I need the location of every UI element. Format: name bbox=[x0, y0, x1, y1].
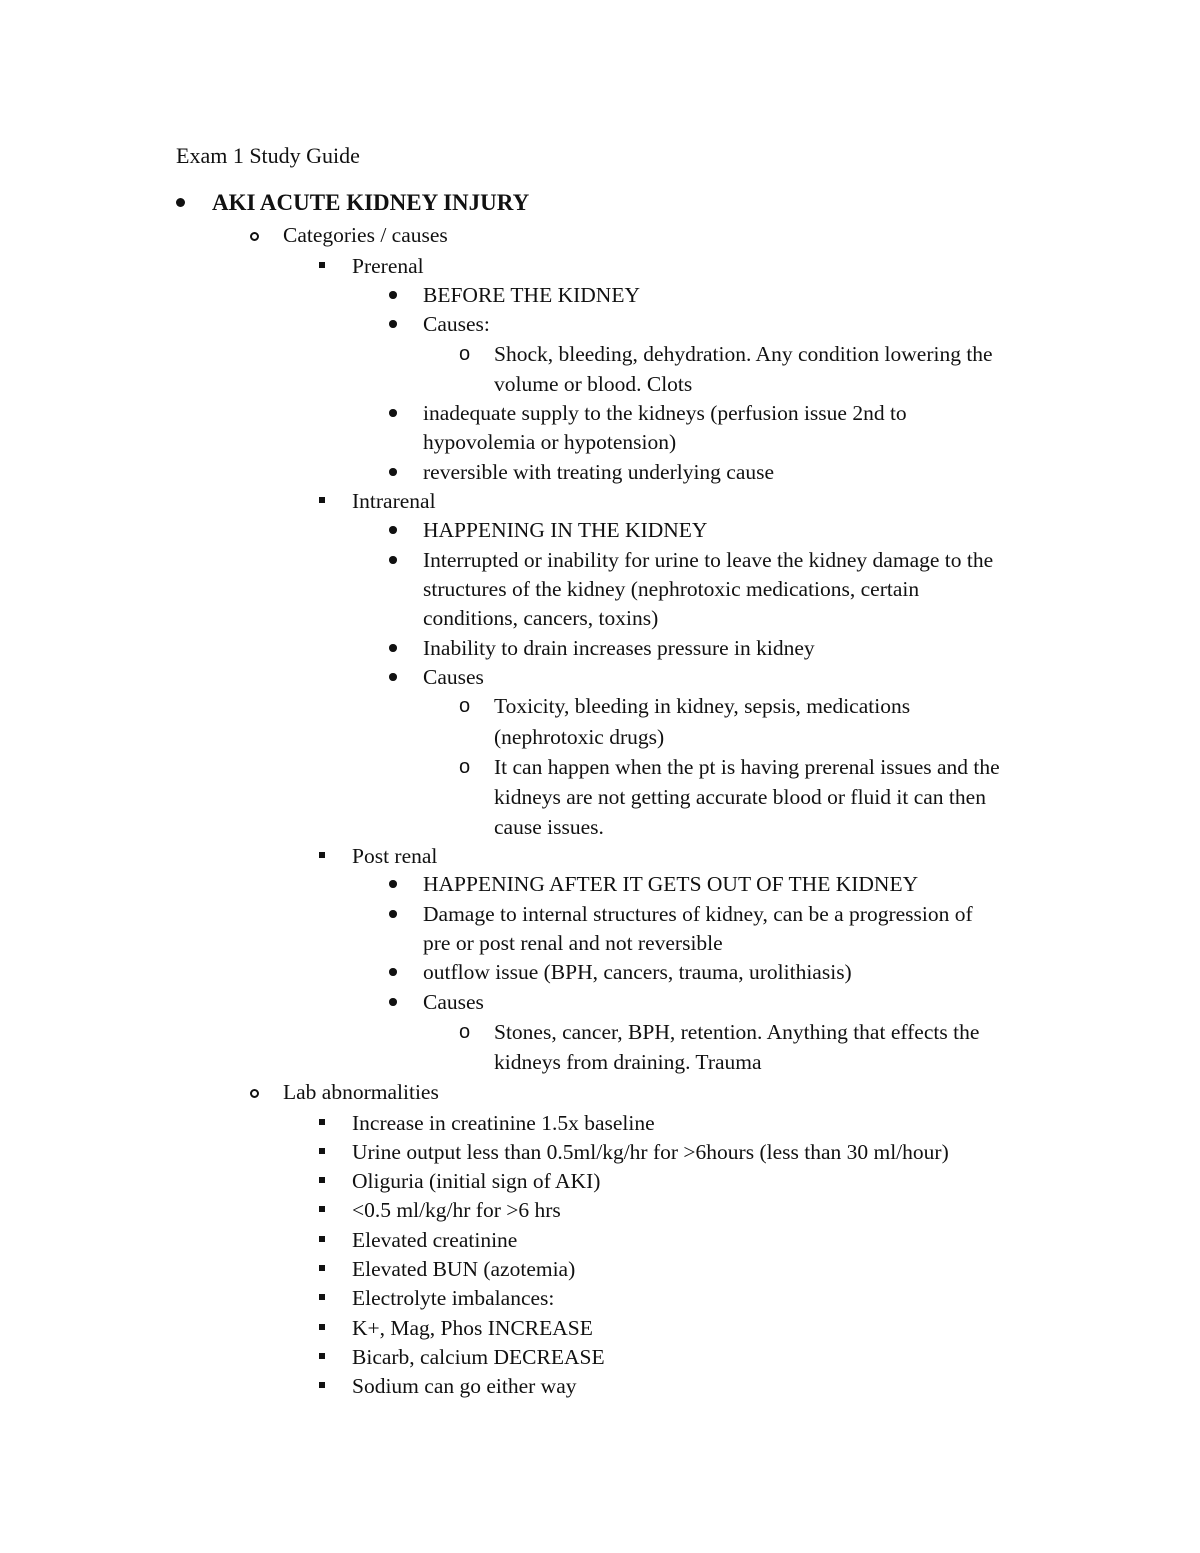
category-prerenal: Prerenal bbox=[352, 254, 424, 278]
list-item-continuation: pre or post renal and not reversible bbox=[423, 931, 723, 955]
bullet-o-icon: o bbox=[459, 343, 471, 365]
bullet-square-icon bbox=[319, 1324, 325, 1330]
section-heading: AKI ACUTE KIDNEY INJURY bbox=[212, 190, 530, 215]
bullet-o-icon: o bbox=[459, 695, 471, 717]
list-item: Toxicity, bleeding in kidney, sepsis, medications bbox=[494, 694, 911, 718]
list-item: inadequate supply to the kidneys (perfusion issue 2nd to bbox=[423, 401, 907, 425]
list-item-continuation: cause issues. bbox=[494, 815, 604, 839]
bullet-square-icon bbox=[319, 1294, 325, 1300]
list-item-continuation: conditions, cancers, toxins) bbox=[423, 606, 659, 630]
list-item: reversible with treating underlying cause bbox=[423, 460, 775, 484]
lab-item: Electrolyte imbalances: bbox=[352, 1286, 555, 1310]
lab-item: Elevated creatinine bbox=[352, 1228, 518, 1252]
bullet-dot-icon bbox=[389, 673, 397, 681]
bullet-square-icon bbox=[319, 1148, 325, 1154]
list-item-continuation: structures of the kidney (nephrotoxic medications, certain bbox=[423, 577, 920, 601]
bullet-dot-icon bbox=[389, 526, 397, 534]
bullet-circle-icon bbox=[250, 1089, 259, 1098]
bullet-dot-icon bbox=[389, 910, 397, 918]
lab-item: Increase in creatinine 1.5x baseline bbox=[352, 1111, 655, 1135]
list-item-continuation: volume or blood. Clots bbox=[494, 372, 693, 396]
bullet-square-icon bbox=[319, 1265, 325, 1271]
bullet-dot-icon bbox=[389, 468, 397, 476]
list-item: Interrupted or inability for urine to leave the kidney damage to the bbox=[423, 548, 994, 572]
list-item: Inability to drain increases pressure in kidney bbox=[423, 636, 815, 660]
bullet-dot-icon bbox=[389, 556, 397, 564]
bullet-dot-icon bbox=[389, 968, 397, 976]
bullet-dot-icon bbox=[176, 198, 185, 207]
lab-item: Elevated BUN (azotemia) bbox=[352, 1257, 576, 1281]
lab-item: Urine output less than 0.5ml/kg/hr for >6hours (less than 30 ml/hour) bbox=[352, 1140, 949, 1164]
list-item-continuation: kidneys from draining. Trauma bbox=[494, 1050, 762, 1074]
bullet-dot-icon bbox=[389, 291, 397, 299]
bullet-square-icon bbox=[319, 1177, 325, 1183]
category-intrarenal: Intrarenal bbox=[352, 489, 436, 513]
bullet-square-icon bbox=[319, 1353, 325, 1359]
list-item: Causes: bbox=[423, 312, 490, 336]
bullet-dot-icon bbox=[389, 880, 397, 888]
list-item: outflow issue (BPH, cancers, trauma, urolithiasis) bbox=[423, 960, 852, 984]
list-item-continuation: hypovolemia or hypotension) bbox=[423, 430, 677, 454]
list-item: Damage to internal structures of kidney, can be a progression of bbox=[423, 902, 973, 926]
subsection-labs: Lab abnormalities bbox=[283, 1080, 439, 1104]
category-postrenal: Post renal bbox=[352, 844, 438, 868]
bullet-o-icon: o bbox=[459, 756, 471, 778]
bullet-square-icon bbox=[319, 497, 325, 503]
lab-item: Sodium can go either way bbox=[352, 1374, 577, 1398]
list-item: Stones, cancer, BPH, retention. Anything that effects the bbox=[494, 1020, 980, 1044]
subsection-categories: Categories / causes bbox=[283, 223, 448, 247]
list-item: BEFORE THE KIDNEY bbox=[423, 283, 640, 307]
document-title: Exam 1 Study Guide bbox=[176, 143, 360, 168]
bullet-dot-icon bbox=[389, 644, 397, 652]
lab-item: K+, Mag, Phos INCREASE bbox=[352, 1316, 593, 1340]
lab-item: Bicarb, calcium DECREASE bbox=[352, 1345, 605, 1369]
bullet-dot-icon bbox=[389, 409, 397, 417]
list-item: Causes bbox=[423, 990, 484, 1014]
bullet-square-icon bbox=[319, 852, 325, 858]
list-item: Shock, bleeding, dehydration. Any condition lowering the bbox=[494, 342, 993, 366]
list-item: HAPPENING AFTER IT GETS OUT OF THE KIDNEY bbox=[423, 872, 919, 896]
bullet-o-icon: o bbox=[459, 1021, 471, 1043]
bullet-square-icon bbox=[319, 262, 325, 268]
bullet-dot-icon bbox=[389, 998, 397, 1006]
bullet-square-icon bbox=[319, 1206, 325, 1212]
bullet-square-icon bbox=[319, 1119, 325, 1125]
bullet-square-icon bbox=[319, 1236, 325, 1242]
list-item-continuation: (nephrotoxic drugs) bbox=[494, 725, 665, 749]
list-item: It can happen when the pt is having prerenal issues and the bbox=[494, 755, 1000, 779]
list-item: HAPPENING IN THE KIDNEY bbox=[423, 518, 708, 542]
bullet-circle-icon bbox=[250, 232, 259, 241]
lab-item: Oliguria (initial sign of AKI) bbox=[352, 1169, 601, 1193]
list-item-continuation: kidneys are not getting accurate blood or fluid it can then bbox=[494, 785, 986, 809]
list-item: Causes bbox=[423, 665, 484, 689]
bullet-square-icon bbox=[319, 1382, 325, 1388]
bullet-dot-icon bbox=[389, 320, 397, 328]
lab-item: <0.5 ml/kg/hr for >6 hrs bbox=[352, 1198, 561, 1222]
